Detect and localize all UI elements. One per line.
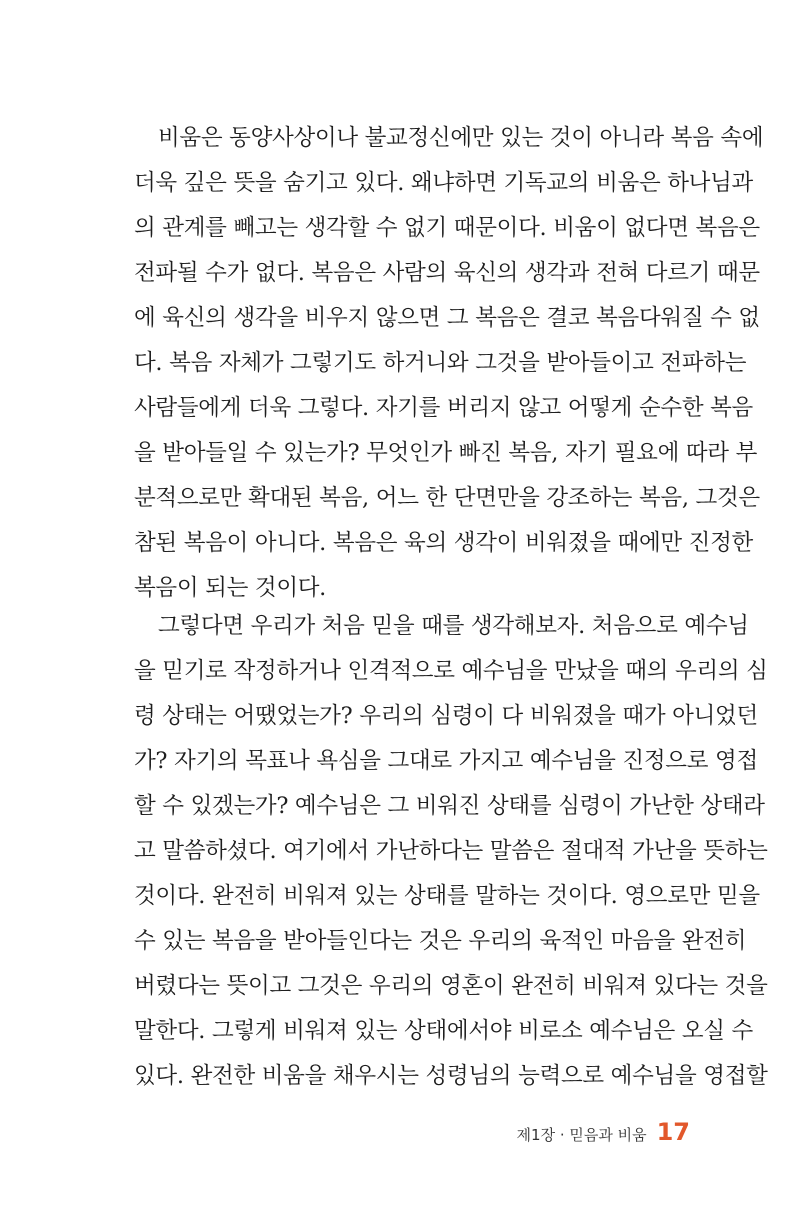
paragraph-line: 수 있는 복음을 받아들인다는 것은 우리의 육적인 마음을 완전히 [134, 928, 747, 954]
paragraph-line: 복음이 되는 것이다. [134, 575, 327, 601]
paragraph-line: 그렇다면 우리가 처음 믿을 때를 생각해보자. 처음으로 예수님 [158, 613, 749, 639]
paragraph-line: 참된 복음이 아니다. 복음은 육의 생각이 비워졌을 때에만 진정한 [134, 530, 753, 556]
paragraph-line: 다. 복음 자체가 그렇기도 하거니와 그것을 받아들이고 전파하는 [134, 350, 747, 376]
paragraph-line: 전파될 수가 없다. 복음은 사람의 육신의 생각과 전혀 다르기 때문 [134, 260, 760, 286]
paragraph-line: 말한다. 그렇게 비워져 있는 상태에서야 비로소 예수님은 오실 수 [134, 1018, 753, 1044]
paragraph-line: 령 상태는 어땠었는가? 우리의 심령이 다 비워졌을 때가 아니었던 [134, 703, 758, 729]
paragraph-line: 을 믿기로 작정하거나 인격적으로 예수님을 만났을 때의 우리의 심 [134, 658, 768, 684]
page-footer [517, 1118, 690, 1158]
paragraph-line: 에 육신의 생각을 비우지 않으면 그 복음은 결코 복음다워질 수 없 [134, 305, 760, 331]
paragraph-line: 있다. 완전한 비움을 채우시는 성령님의 능력으로 예수님을 영접할 [134, 1063, 768, 1089]
paragraph-line: 고 말씀하셨다. 여기에서 가난하다는 말씀은 절대적 가난을 뜻하는 [134, 838, 768, 864]
page-number: 17 [656, 1118, 690, 1146]
paragraph-line: 사람들에게 더욱 그렇다. 자기를 버리지 않고 어떻게 순수한 복음 [134, 395, 753, 421]
chapter-title: 제1장 · 믿음과 비움 [516, 1126, 647, 1144]
paragraph-line: 것이다. 완전히 비워져 있는 상태를 말하는 것이다. 영으로만 믿을 [134, 883, 760, 909]
paragraph-line: 할 수 있겠는가? 예수님은 그 비워진 상태를 심령이 가난한 상태라 [134, 793, 765, 819]
paragraph-line: 의 관계를 빼고는 생각할 수 없기 때문이다. 비움이 없다면 복음은 [134, 215, 760, 241]
paragraph-line: 버렸다는 뜻이고 그것은 우리의 영혼이 완전히 비워져 있다는 것을 [134, 973, 768, 999]
paragraph-line: 더욱 깊은 뜻을 숨기고 있다. 왜냐하면 기독교의 비움은 하나님과 [134, 170, 753, 196]
paragraph-line: 비움은 동양사상이나 불교정신에만 있는 것이 아니라 복음 속에 [158, 125, 764, 151]
paragraph-line: 분적으로만 확대된 복음, 어느 한 단면만을 강조하는 복음, 그것은 [134, 485, 760, 511]
paragraph-line: 가? 자기의 목표나 욕심을 그대로 가지고 예수님을 진정으로 영접 [134, 748, 758, 774]
paragraph-line: 을 받아들일 수 있는가? 무엇인가 빠진 복음, 자기 필요에 따라 부 [134, 440, 758, 466]
